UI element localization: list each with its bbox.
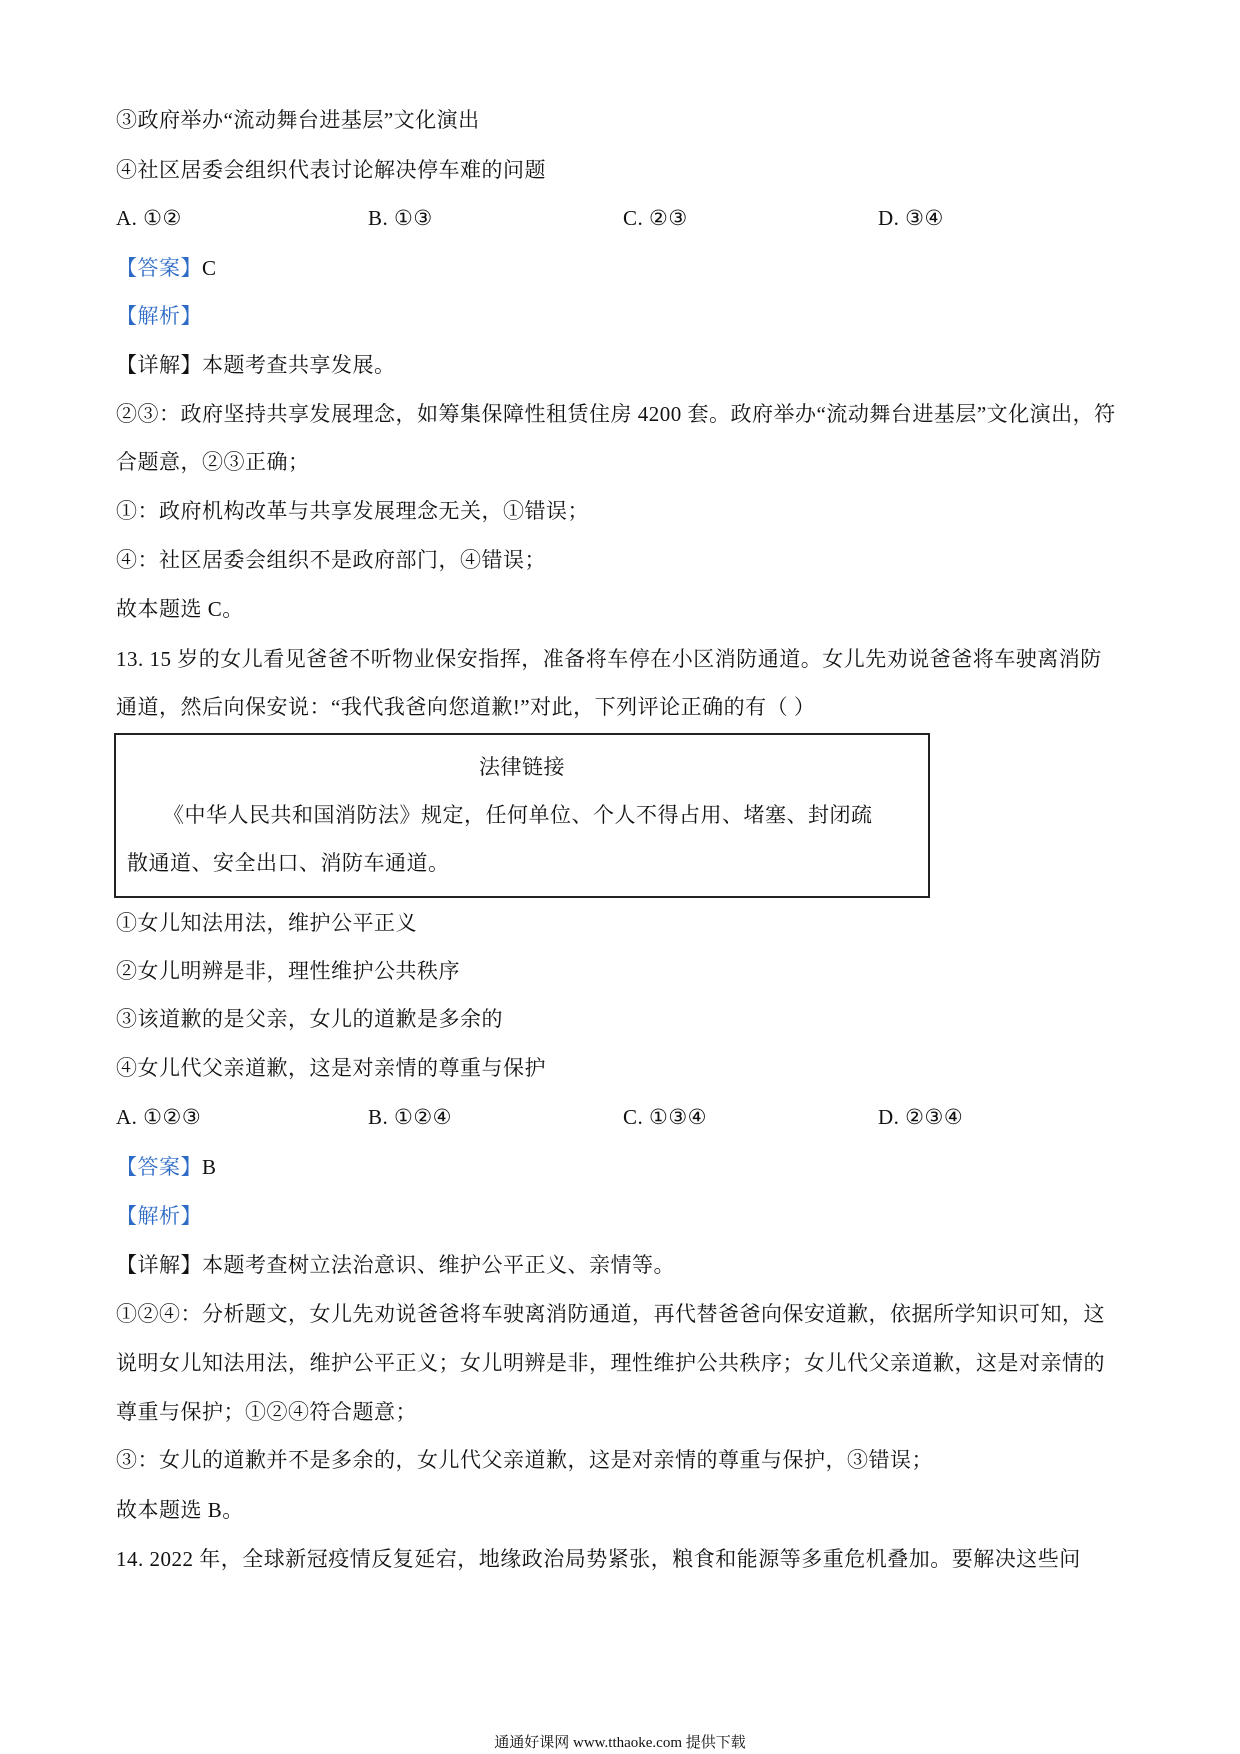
question-stem: 通道，然后向保安说：“我代我爸向您道歉!”对此，下列评论正确的有（ ） [116,695,816,719]
option-b: B. ①②④ [368,1105,452,1129]
detail-label: 【详解】 [116,353,202,377]
explanation-line: ①②④：分析题文，女儿先劝说爸爸将车驶离消防通道，再代替爸爸向保安道歉，依据所学知识可知，这 [116,1302,1105,1326]
answer-label: 【答案】 [116,1155,202,1179]
option-b: B. ①③ [368,206,433,230]
conclusion: 故本题选 B。 [116,1498,244,1522]
statement-2: ②女儿明辨是非，理性维护公共秩序 [116,959,460,983]
analysis-label: 【解析】 [116,1204,202,1228]
option-c: C. ②③ [623,206,688,230]
explanation-line: 说明女儿知法用法，维护公平正义；女儿明辨是非，理性维护公共秩序；女儿代父亲道歉，这是对亲情的 [116,1351,1105,1375]
law-box-line: 散通道、安全出口、消防车通道。 [127,851,450,875]
option-a: A. ①②③ [116,1105,202,1129]
explanation-line: ③：女儿的道歉并不是多余的，女儿代父亲道歉，这是对亲情的尊重与保护，③错误； [116,1448,933,1472]
option-a: A. ①② [116,206,182,230]
question-stem: 14. 2022 年，全球新冠疫情反复延宕，地缘政治局势紧张，粮食和能源等多重危机叠加。要解决这些问 [116,1547,1081,1571]
detail-line [116,352,396,378]
explanation-line: ②③：政府坚持共享发展理念，如筹集保障性租赁住房 4200 套。政府举办“流动舞台进基层”文化演出，符 [116,402,1116,426]
law-box-title: 法律链接 [479,755,565,779]
statement-4: ④女儿代父亲道歉，这是对亲情的尊重与保护 [116,1056,546,1080]
explanation-line: ④：社区居委会组织不是政府部门，④错误； [116,548,546,572]
explanation-line: ①：政府机构改革与共享发展理念无关，①错误； [116,499,589,523]
option-c: C. ①③④ [623,1105,707,1129]
statement-3: ③政府举办“流动舞台进基层”文化演出 [116,108,480,132]
answer-line [116,1154,217,1180]
answer-label: 【答案】 [116,256,202,280]
statement-4: ④社区居委会组织代表讨论解决停车难的问题 [116,158,546,182]
detail-intro: 本题考查共享发展。 [202,353,396,377]
law-box-line: 《中华人民共和国消防法》规定，任何单位、个人不得占用、堵塞、封闭疏 [163,803,873,827]
option-d: D. ③④ [878,206,944,230]
explanation-line: 合题意，②③正确； [116,450,310,474]
law-link-box [114,733,930,898]
answer-value: B [202,1155,217,1179]
analysis-label: 【解析】 [116,304,202,328]
detail-intro: 本题考查树立法治意识、维护公平正义、亲情等。 [202,1253,675,1277]
page-footer: 通通好课网 www.tthaoke.com 提供下载 [494,1735,746,1751]
statement-3: ③该道歉的是父亲，女儿的道歉是多余的 [116,1007,503,1031]
question-stem: 13. 15 岁的女儿看见爸爸不听物业保安指挥，准备将车停在小区消防通道。女儿先劝说爸爸将车驶离消防 [116,647,1102,671]
detail-label: 【详解】 [116,1253,202,1277]
conclusion: 故本题选 C。 [116,597,244,621]
option-d: D. ②③④ [878,1105,964,1129]
explanation-line: 尊重与保护；①②④符合题意； [116,1400,417,1424]
answer-line [116,255,217,281]
statement-1: ①女儿知法用法，维护公平正义 [116,911,417,935]
detail-line [116,1252,675,1278]
answer-value: C [202,256,217,280]
